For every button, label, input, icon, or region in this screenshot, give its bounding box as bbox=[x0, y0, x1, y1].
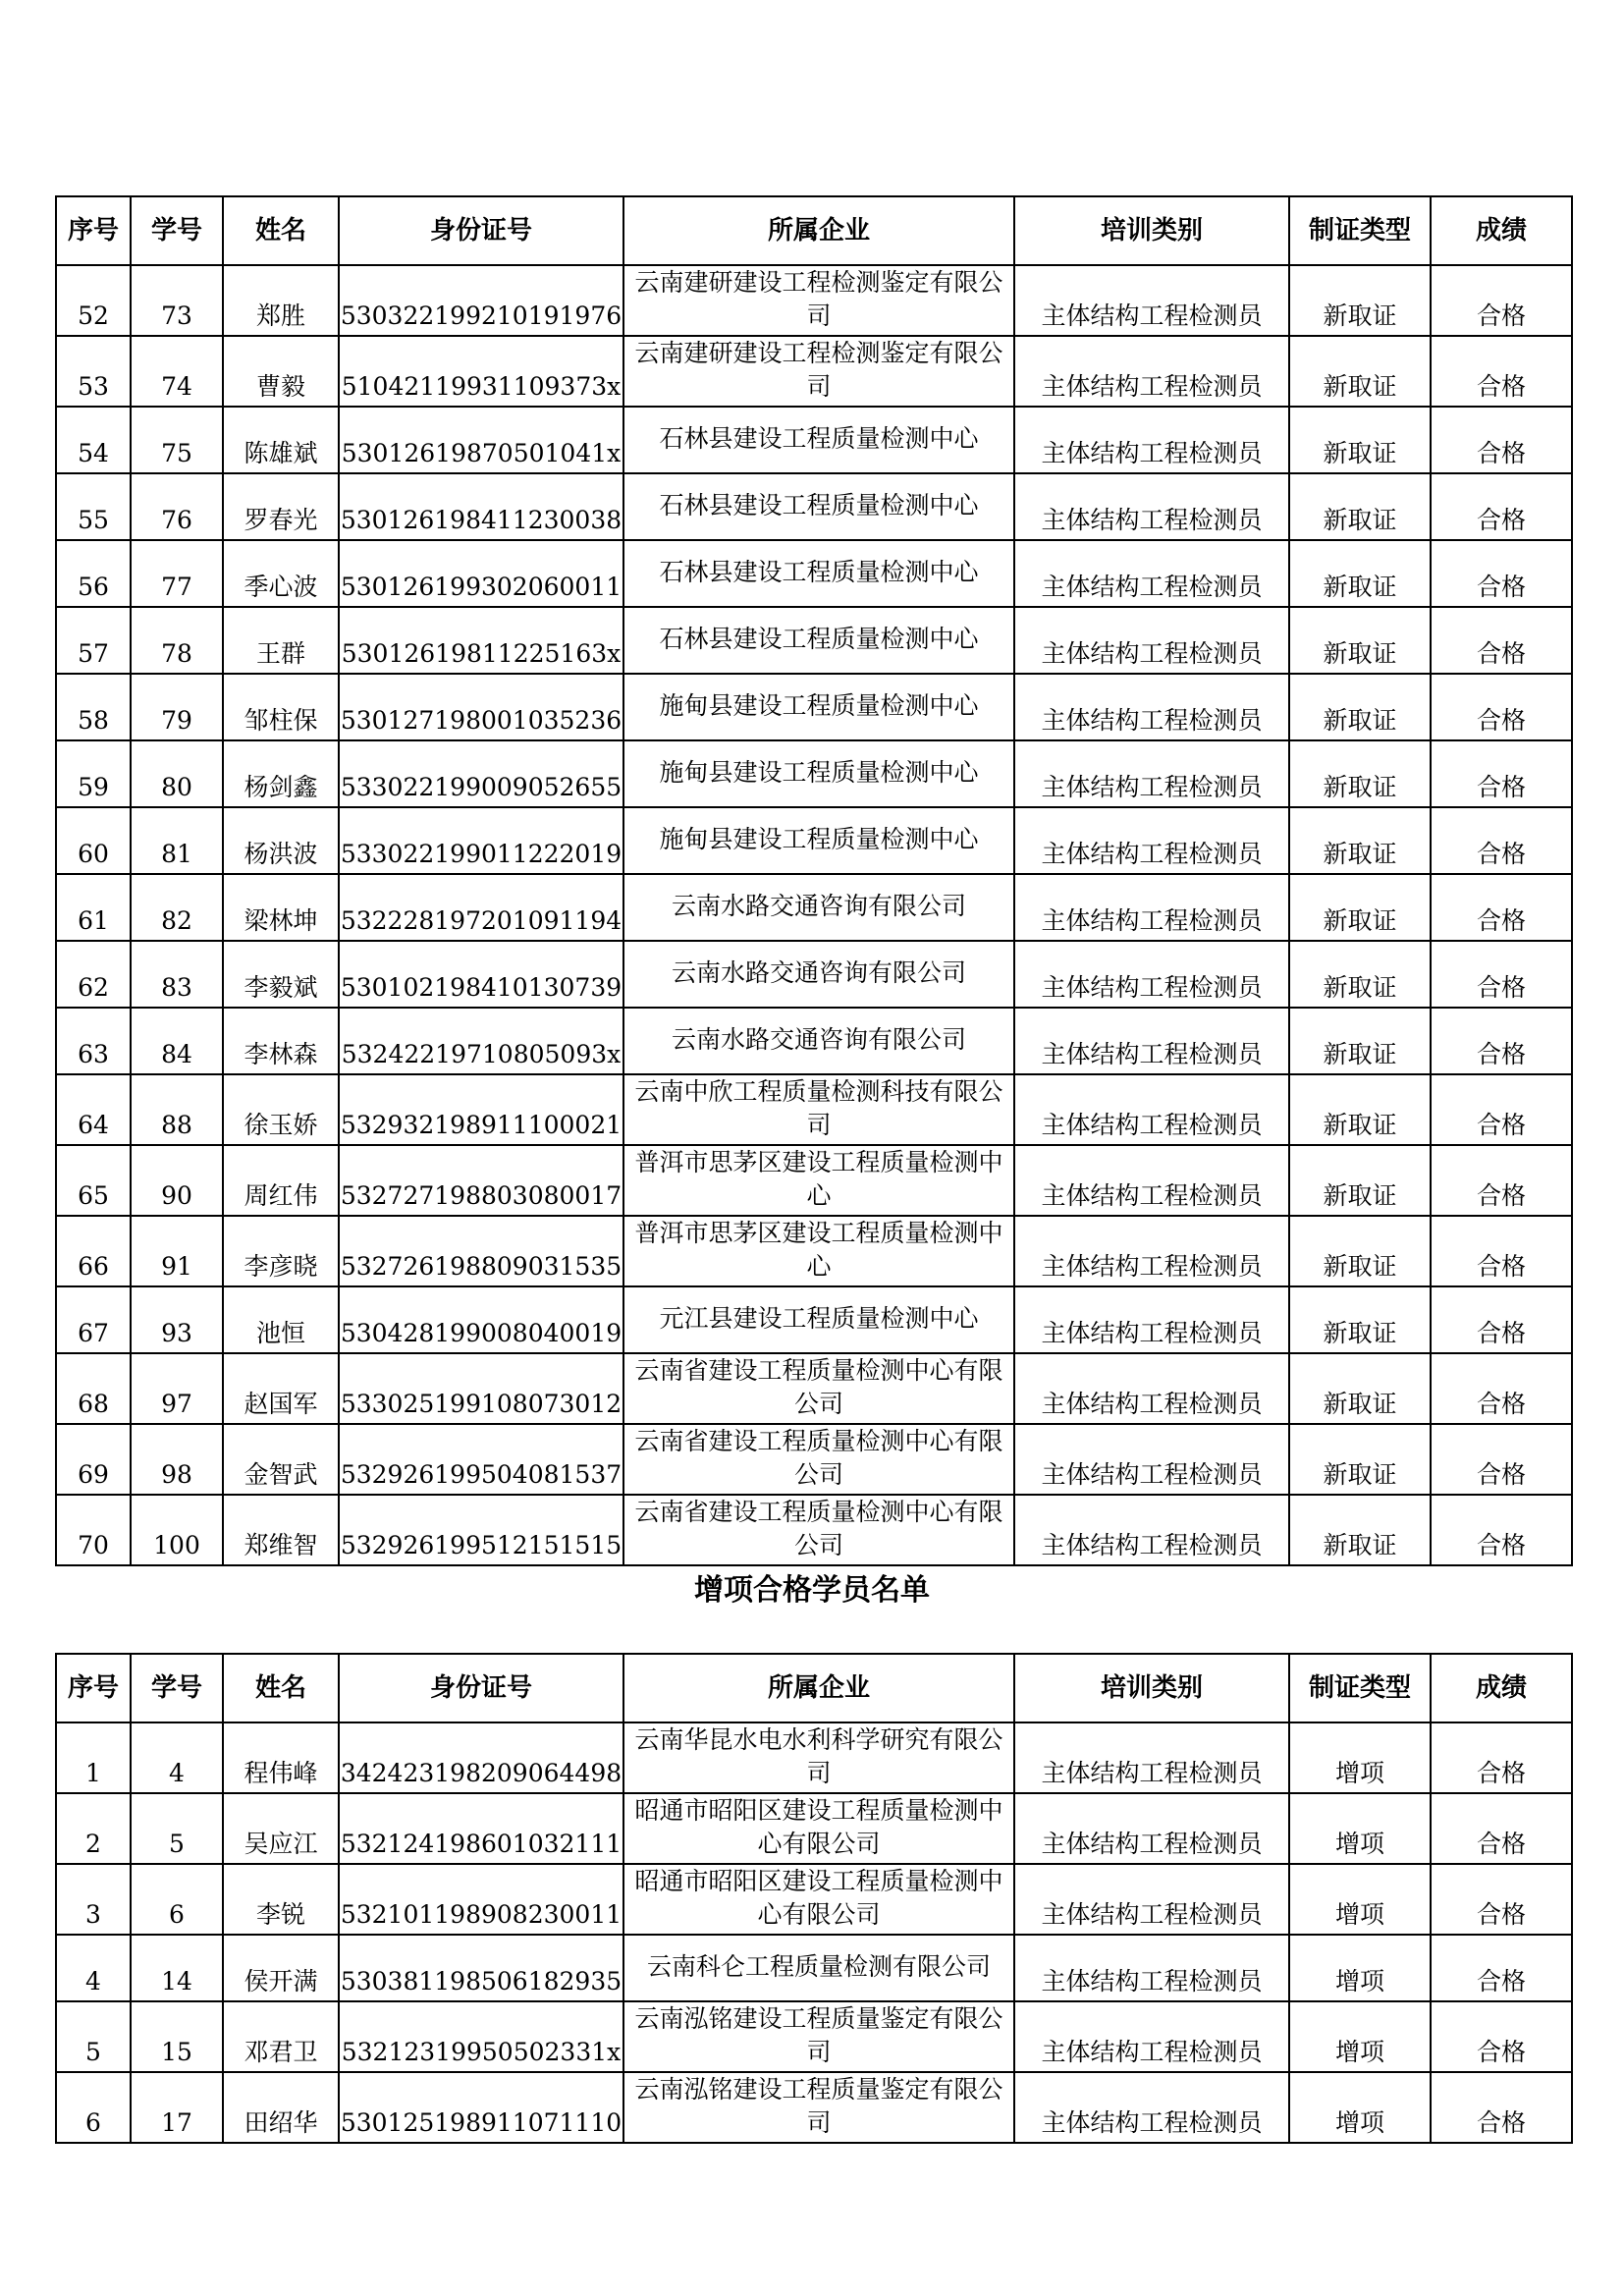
cell-name: 杨洪波 bbox=[223, 807, 339, 874]
cell-cert-type: 新取证 bbox=[1289, 1074, 1431, 1145]
cell-seq: 58 bbox=[56, 674, 131, 740]
cell-name: 李毅斌 bbox=[223, 941, 339, 1008]
cell-result: 合格 bbox=[1431, 1793, 1572, 1864]
table-row bbox=[56, 473, 1572, 540]
cell-cert-type: 新取证 bbox=[1289, 1495, 1431, 1565]
cell-student-no: 14 bbox=[131, 1935, 223, 2001]
cell-result: 合格 bbox=[1431, 674, 1572, 740]
cell-seq: 56 bbox=[56, 540, 131, 607]
cell-seq: 55 bbox=[56, 473, 131, 540]
table-row bbox=[56, 540, 1572, 607]
table-row bbox=[56, 1074, 1572, 1145]
cell-id-number: 53212319950502331x bbox=[339, 2001, 623, 2072]
cell-cert-type: 增项 bbox=[1289, 1935, 1431, 2001]
cell-cert-type: 新取证 bbox=[1289, 674, 1431, 740]
cell-result: 合格 bbox=[1431, 2072, 1572, 2143]
cell-training-type: 主体结构工程检测员 bbox=[1014, 1216, 1289, 1286]
cell-company: 石林县建设工程质量检测中心 bbox=[623, 473, 1014, 540]
cell-training-type: 主体结构工程检测员 bbox=[1014, 1864, 1289, 1935]
cell-company: 石林县建设工程质量检测中心 bbox=[623, 540, 1014, 607]
cell-result: 合格 bbox=[1431, 1864, 1572, 1935]
cell-cert-type: 增项 bbox=[1289, 1793, 1431, 1864]
cell-id-number: 532727198803080017 bbox=[339, 1145, 623, 1216]
cell-seq: 66 bbox=[56, 1216, 131, 1286]
cell-name: 金智武 bbox=[223, 1424, 339, 1495]
cell-training-type: 主体结构工程检测员 bbox=[1014, 1008, 1289, 1074]
cell-cert-type: 增项 bbox=[1289, 2072, 1431, 2143]
table-row bbox=[56, 336, 1572, 407]
cell-seq: 61 bbox=[56, 874, 131, 941]
cell-name: 徐玉娇 bbox=[223, 1074, 339, 1145]
section-title: 增项合格学员名单 bbox=[694, 1573, 930, 1608]
cell-company: 石林县建设工程质量检测中心 bbox=[623, 607, 1014, 674]
cell-training-type: 主体结构工程检测员 bbox=[1014, 1424, 1289, 1495]
cell-id-number: 532726198809031535 bbox=[339, 1216, 623, 1286]
cell-student-no: 90 bbox=[131, 1145, 223, 1216]
cell-seq: 62 bbox=[56, 941, 131, 1008]
cell-training-type: 主体结构工程检测员 bbox=[1014, 1935, 1289, 2001]
cell-training-type: 主体结构工程检测员 bbox=[1014, 607, 1289, 674]
cell-student-no: 17 bbox=[131, 2072, 223, 2143]
cell-cert-type: 新取证 bbox=[1289, 1216, 1431, 1286]
col-header-company: 所属企业 bbox=[623, 1654, 1014, 1722]
cell-name: 赵国军 bbox=[223, 1353, 339, 1424]
cell-student-no: 6 bbox=[131, 1864, 223, 1935]
cell-training-type: 主体结构工程检测员 bbox=[1014, 540, 1289, 607]
cell-id-number: 530102198410130739 bbox=[339, 941, 623, 1008]
cell-name: 李锐 bbox=[223, 1864, 339, 1935]
cell-id-number: 530428199008040019 bbox=[339, 1286, 623, 1353]
cell-cert-type: 新取证 bbox=[1289, 1353, 1431, 1424]
cell-training-type: 主体结构工程检测员 bbox=[1014, 265, 1289, 336]
cell-seq: 59 bbox=[56, 740, 131, 807]
table-row bbox=[56, 874, 1572, 941]
new-certificate-table bbox=[55, 195, 1573, 1566]
cell-seq: 2 bbox=[56, 1793, 131, 1864]
cell-id-number: 530125198911071110 bbox=[339, 2072, 623, 2143]
cell-seq: 60 bbox=[56, 807, 131, 874]
col-header-company: 所属企业 bbox=[623, 196, 1014, 265]
cell-id-number: 532228197201091194 bbox=[339, 874, 623, 941]
table-row bbox=[56, 1793, 1572, 1864]
table-row bbox=[56, 1424, 1572, 1495]
table-row bbox=[56, 265, 1572, 336]
cell-name: 李彦晓 bbox=[223, 1216, 339, 1286]
cell-seq: 57 bbox=[56, 607, 131, 674]
cell-company: 云南省建设工程质量检测中心有限公司 bbox=[623, 1353, 1014, 1424]
table-row bbox=[56, 941, 1572, 1008]
cell-result: 合格 bbox=[1431, 1286, 1572, 1353]
cell-seq: 67 bbox=[56, 1286, 131, 1353]
cell-cert-type: 新取证 bbox=[1289, 874, 1431, 941]
cell-student-no: 73 bbox=[131, 265, 223, 336]
col-header-training-type: 培训类别 bbox=[1014, 1654, 1289, 1722]
table-row bbox=[56, 607, 1572, 674]
cell-id-number: 51042119931109373x bbox=[339, 336, 623, 407]
table-row bbox=[56, 1216, 1572, 1286]
cell-company: 石林县建设工程质量检测中心 bbox=[623, 407, 1014, 473]
cell-id-number: 530126199302060011 bbox=[339, 540, 623, 607]
cell-seq: 70 bbox=[56, 1495, 131, 1565]
cell-student-no: 84 bbox=[131, 1008, 223, 1074]
cell-student-no: 77 bbox=[131, 540, 223, 607]
cell-cert-type: 新取证 bbox=[1289, 336, 1431, 407]
cell-training-type: 主体结构工程检测员 bbox=[1014, 740, 1289, 807]
cell-training-type: 主体结构工程检测员 bbox=[1014, 1353, 1289, 1424]
cell-student-no: 78 bbox=[131, 607, 223, 674]
col-header-cert-type: 制证类型 bbox=[1289, 1654, 1431, 1722]
cell-name: 程伟峰 bbox=[223, 1722, 339, 1793]
cell-student-no: 97 bbox=[131, 1353, 223, 1424]
cell-result: 合格 bbox=[1431, 1722, 1572, 1793]
cell-seq: 1 bbox=[56, 1722, 131, 1793]
cell-company: 云南水路交通咨询有限公司 bbox=[623, 1008, 1014, 1074]
cell-student-no: 83 bbox=[131, 941, 223, 1008]
cell-training-type: 主体结构工程检测员 bbox=[1014, 2001, 1289, 2072]
cell-result: 合格 bbox=[1431, 1935, 1572, 2001]
table-row bbox=[56, 1864, 1572, 1935]
cell-result: 合格 bbox=[1431, 740, 1572, 807]
cell-student-no: 88 bbox=[131, 1074, 223, 1145]
cell-student-no: 91 bbox=[131, 1216, 223, 1286]
table-row bbox=[56, 1495, 1572, 1565]
cell-cert-type: 新取证 bbox=[1289, 1008, 1431, 1074]
cell-student-no: 15 bbox=[131, 2001, 223, 2072]
cell-cert-type: 新取证 bbox=[1289, 740, 1431, 807]
table-row bbox=[56, 1145, 1572, 1216]
cell-seq: 63 bbox=[56, 1008, 131, 1074]
cell-result: 合格 bbox=[1431, 1353, 1572, 1424]
cell-cert-type: 新取证 bbox=[1289, 1145, 1431, 1216]
col-header-result: 成绩 bbox=[1431, 196, 1572, 265]
cell-name: 侯开满 bbox=[223, 1935, 339, 2001]
cell-name: 田绍华 bbox=[223, 2072, 339, 2143]
cell-student-no: 75 bbox=[131, 407, 223, 473]
col-header-student-no: 学号 bbox=[131, 196, 223, 265]
cell-training-type: 主体结构工程检测员 bbox=[1014, 336, 1289, 407]
cell-student-no: 82 bbox=[131, 874, 223, 941]
cell-company: 云南水路交通咨询有限公司 bbox=[623, 941, 1014, 1008]
table-row bbox=[56, 2001, 1572, 2072]
cell-company: 施甸县建设工程质量检测中心 bbox=[623, 674, 1014, 740]
col-header-student-no: 学号 bbox=[131, 1654, 223, 1722]
cell-company: 施甸县建设工程质量检测中心 bbox=[623, 807, 1014, 874]
cell-name: 罗春光 bbox=[223, 473, 339, 540]
col-header-id-number: 身份证号 bbox=[339, 196, 623, 265]
cell-name: 李林森 bbox=[223, 1008, 339, 1074]
table-row bbox=[56, 674, 1572, 740]
cell-result: 合格 bbox=[1431, 265, 1572, 336]
cell-result: 合格 bbox=[1431, 807, 1572, 874]
cell-company: 云南省建设工程质量检测中心有限公司 bbox=[623, 1424, 1014, 1495]
cell-training-type: 主体结构工程检测员 bbox=[1014, 473, 1289, 540]
cell-cert-type: 新取证 bbox=[1289, 407, 1431, 473]
table-row bbox=[56, 740, 1572, 807]
cell-seq: 64 bbox=[56, 1074, 131, 1145]
cell-result: 合格 bbox=[1431, 473, 1572, 540]
cell-cert-type: 新取证 bbox=[1289, 941, 1431, 1008]
cell-result: 合格 bbox=[1431, 1074, 1572, 1145]
cell-student-no: 5 bbox=[131, 1793, 223, 1864]
cell-company: 施甸县建设工程质量检测中心 bbox=[623, 740, 1014, 807]
cell-result: 合格 bbox=[1431, 336, 1572, 407]
cell-id-number: 53242219710805093x bbox=[339, 1008, 623, 1074]
table-row bbox=[56, 1353, 1572, 1424]
cell-seq: 6 bbox=[56, 2072, 131, 2143]
cell-name: 周红伟 bbox=[223, 1145, 339, 1216]
cell-name: 池恒 bbox=[223, 1286, 339, 1353]
cell-name: 杨剑鑫 bbox=[223, 740, 339, 807]
cell-training-type: 主体结构工程检测员 bbox=[1014, 874, 1289, 941]
cell-company: 昭通市昭阳区建设工程质量检测中心有限公司 bbox=[623, 1793, 1014, 1864]
cell-training-type: 主体结构工程检测员 bbox=[1014, 1145, 1289, 1216]
cell-student-no: 93 bbox=[131, 1286, 223, 1353]
cell-student-no: 81 bbox=[131, 807, 223, 874]
col-header-cert-type: 制证类型 bbox=[1289, 196, 1431, 265]
col-header-name: 姓名 bbox=[223, 196, 339, 265]
cell-id-number: 532932198911100021 bbox=[339, 1074, 623, 1145]
cell-company: 云南中欣工程质量检测科技有限公司 bbox=[623, 1074, 1014, 1145]
cell-result: 合格 bbox=[1431, 1216, 1572, 1286]
cell-cert-type: 新取证 bbox=[1289, 1286, 1431, 1353]
cell-cert-type: 增项 bbox=[1289, 1864, 1431, 1935]
cell-result: 合格 bbox=[1431, 607, 1572, 674]
cell-result: 合格 bbox=[1431, 941, 1572, 1008]
cell-company: 普洱市思茅区建设工程质量检测中心 bbox=[623, 1145, 1014, 1216]
cell-id-number: 342423198209064498 bbox=[339, 1722, 623, 1793]
col-header-name: 姓名 bbox=[223, 1654, 339, 1722]
cell-name: 季心波 bbox=[223, 540, 339, 607]
cell-id-number: 532926199512151515 bbox=[339, 1495, 623, 1565]
cell-seq: 52 bbox=[56, 265, 131, 336]
cell-cert-type: 增项 bbox=[1289, 2001, 1431, 2072]
cell-student-no: 80 bbox=[131, 740, 223, 807]
cell-id-number: 533022199011222019 bbox=[339, 807, 623, 874]
col-header-result: 成绩 bbox=[1431, 1654, 1572, 1722]
cell-training-type: 主体结构工程检测员 bbox=[1014, 1286, 1289, 1353]
table-row bbox=[56, 1722, 1572, 1793]
cell-training-type: 主体结构工程检测员 bbox=[1014, 1722, 1289, 1793]
cell-training-type: 主体结构工程检测员 bbox=[1014, 1495, 1289, 1565]
header-row bbox=[56, 196, 1572, 265]
cell-seq: 5 bbox=[56, 2001, 131, 2072]
cell-id-number: 532101198908230011 bbox=[339, 1864, 623, 1935]
cell-cert-type: 新取证 bbox=[1289, 607, 1431, 674]
cell-training-type: 主体结构工程检测员 bbox=[1014, 941, 1289, 1008]
cell-name: 郑维智 bbox=[223, 1495, 339, 1565]
cell-student-no: 76 bbox=[131, 473, 223, 540]
cell-result: 合格 bbox=[1431, 1145, 1572, 1216]
cell-id-number: 530322199210191976 bbox=[339, 265, 623, 336]
cell-id-number: 53012619811225163x bbox=[339, 607, 623, 674]
cell-company: 昭通市昭阳区建设工程质量检测中心有限公司 bbox=[623, 1864, 1014, 1935]
cell-student-no: 74 bbox=[131, 336, 223, 407]
cell-cert-type: 新取证 bbox=[1289, 265, 1431, 336]
cell-company: 云南省建设工程质量检测中心有限公司 bbox=[623, 1495, 1014, 1565]
cell-company: 云南科仑工程质量检测有限公司 bbox=[623, 1935, 1014, 2001]
cell-result: 合格 bbox=[1431, 1424, 1572, 1495]
cell-result: 合格 bbox=[1431, 407, 1572, 473]
table-row bbox=[56, 807, 1572, 874]
cell-id-number: 533022199009052655 bbox=[339, 740, 623, 807]
table-row bbox=[56, 1935, 1572, 2001]
cell-seq: 68 bbox=[56, 1353, 131, 1424]
cell-name: 曹毅 bbox=[223, 336, 339, 407]
cell-company: 云南泓铭建设工程质量鉴定有限公司 bbox=[623, 2072, 1014, 2143]
cell-company: 云南水路交通咨询有限公司 bbox=[623, 874, 1014, 941]
header-row bbox=[56, 1654, 1572, 1722]
col-header-training-type: 培训类别 bbox=[1014, 196, 1289, 265]
cell-result: 合格 bbox=[1431, 874, 1572, 941]
col-header-seq: 序号 bbox=[56, 196, 131, 265]
cell-training-type: 主体结构工程检测员 bbox=[1014, 1793, 1289, 1864]
col-header-id-number: 身份证号 bbox=[339, 1654, 623, 1722]
cell-id-number: 532124198601032111 bbox=[339, 1793, 623, 1864]
cell-name: 郑胜 bbox=[223, 265, 339, 336]
cell-seq: 53 bbox=[56, 336, 131, 407]
cell-seq: 54 bbox=[56, 407, 131, 473]
cell-id-number: 530126198411230038 bbox=[339, 473, 623, 540]
cell-cert-type: 增项 bbox=[1289, 1722, 1431, 1793]
cell-student-no: 4 bbox=[131, 1722, 223, 1793]
cell-cert-type: 新取证 bbox=[1289, 473, 1431, 540]
cell-id-number: 53012619870501041x bbox=[339, 407, 623, 473]
cell-cert-type: 新取证 bbox=[1289, 1424, 1431, 1495]
cell-result: 合格 bbox=[1431, 1008, 1572, 1074]
cell-seq: 69 bbox=[56, 1424, 131, 1495]
cell-name: 梁林坤 bbox=[223, 874, 339, 941]
cell-seq: 4 bbox=[56, 1935, 131, 2001]
cell-training-type: 主体结构工程检测员 bbox=[1014, 807, 1289, 874]
cell-student-no: 98 bbox=[131, 1424, 223, 1495]
table-row bbox=[56, 407, 1572, 473]
cell-company: 云南华昆水电水利科学研究有限公司 bbox=[623, 1722, 1014, 1793]
cell-id-number: 533025199108073012 bbox=[339, 1353, 623, 1424]
cell-company: 云南泓铭建设工程质量鉴定有限公司 bbox=[623, 2001, 1014, 2072]
cell-company: 云南建研建设工程检测鉴定有限公司 bbox=[623, 336, 1014, 407]
cell-name: 邓君卫 bbox=[223, 2001, 339, 2072]
cell-company: 云南建研建设工程检测鉴定有限公司 bbox=[623, 265, 1014, 336]
cell-id-number: 530381198506182935 bbox=[339, 1935, 623, 2001]
cell-training-type: 主体结构工程检测员 bbox=[1014, 1074, 1289, 1145]
cell-company: 普洱市思茅区建设工程质量检测中心 bbox=[623, 1216, 1014, 1286]
cell-company: 元江县建设工程质量检测中心 bbox=[623, 1286, 1014, 1353]
cell-seq: 3 bbox=[56, 1864, 131, 1935]
cell-training-type: 主体结构工程检测员 bbox=[1014, 407, 1289, 473]
table-row bbox=[56, 2072, 1572, 2143]
cell-training-type: 主体结构工程检测员 bbox=[1014, 674, 1289, 740]
cell-cert-type: 新取证 bbox=[1289, 807, 1431, 874]
table-row bbox=[56, 1008, 1572, 1074]
add-item-table bbox=[55, 1653, 1573, 2144]
cell-training-type: 主体结构工程检测员 bbox=[1014, 2072, 1289, 2143]
cell-name: 王群 bbox=[223, 607, 339, 674]
cell-name: 陈雄斌 bbox=[223, 407, 339, 473]
cell-id-number: 530127198001035236 bbox=[339, 674, 623, 740]
cell-id-number: 532926199504081537 bbox=[339, 1424, 623, 1495]
cell-cert-type: 新取证 bbox=[1289, 540, 1431, 607]
table-row bbox=[56, 1286, 1572, 1353]
cell-result: 合格 bbox=[1431, 2001, 1572, 2072]
cell-name: 吴应江 bbox=[223, 1793, 339, 1864]
cell-result: 合格 bbox=[1431, 540, 1572, 607]
cell-student-no: 79 bbox=[131, 674, 223, 740]
cell-result: 合格 bbox=[1431, 1495, 1572, 1565]
cell-student-no: 100 bbox=[131, 1495, 223, 1565]
col-header-seq: 序号 bbox=[56, 1654, 131, 1722]
cell-seq: 65 bbox=[56, 1145, 131, 1216]
cell-name: 邹柱保 bbox=[223, 674, 339, 740]
